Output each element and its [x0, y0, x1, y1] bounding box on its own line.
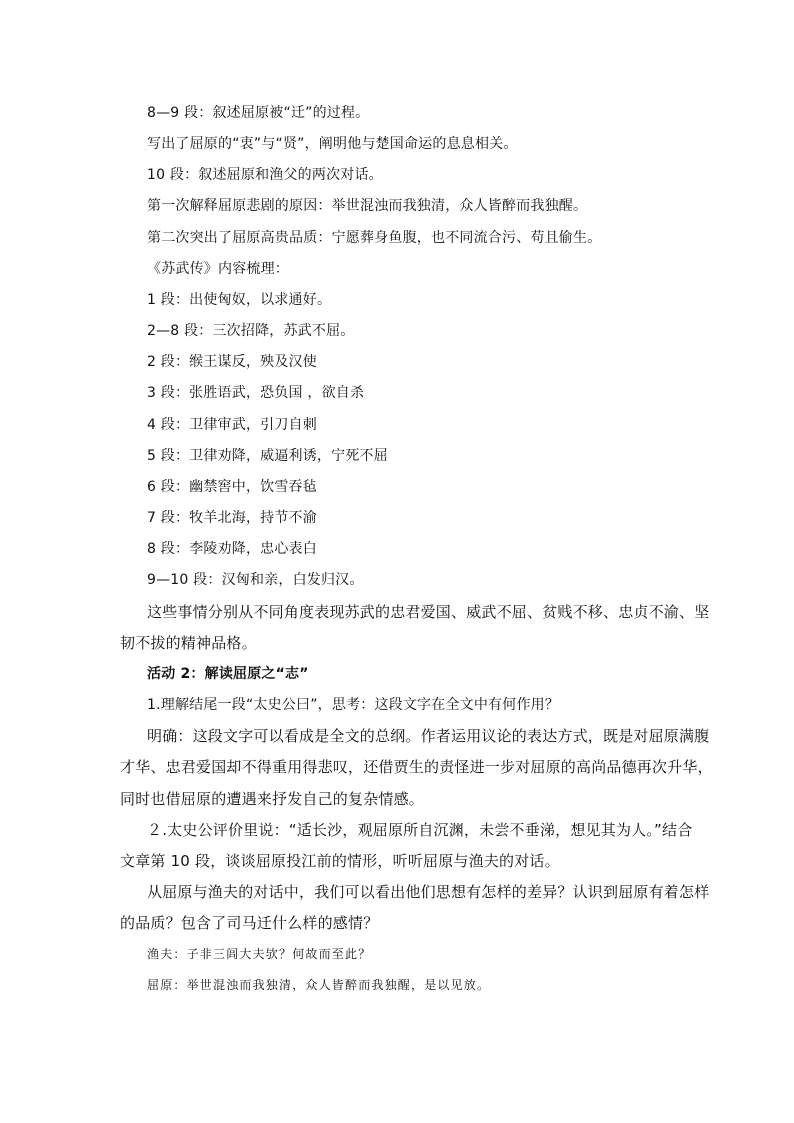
text-line-23: 同时也借屈原的遭遇来抒发自己的复杂情感。 [120, 790, 425, 808]
text-line-4: 第一次解释屈原悲剧的原因：举世混浊而我独清，众人皆醉而我独醒。 [147, 198, 588, 214]
text-line-7: 1 段：出使匈奴，以求通好。 [147, 292, 332, 308]
text-line-5: 第二次突出了屈原高贵品质：宁愿葬身鱼腹，也不同流合污、苟且偷生。 [147, 230, 602, 246]
text-line-8: 2—8 段：三次招降，苏武不屈。 [147, 323, 355, 339]
text-line-24: ２.太史公评价里说：“适长沙，观屈原所自沉渊，未尝不垂涕，想见其为人。”结合 [147, 821, 693, 839]
dialogue-line-quyuan: 屈原：举世混浊而我独清，众人皆醉而我独醒，是以见放。 [147, 978, 491, 992]
text-line-2: 写出了屈原的“衷”与“贤”，阐明他与楚国命运的息息相关。 [147, 136, 518, 152]
text-line-17: 这些事情分别从不同角度表现苏武的忠君爱国、威武不屈、贫贱不移、忠贞不渝、坚 [147, 603, 710, 621]
text-line-16: 9—10 段：汉匈和亲，白发归汉。 [147, 572, 364, 588]
text-line-26: 从屈原与渔夫的对话中，我们可以看出他们思想有怎样的差异？认识到屈原有着怎样 [147, 883, 710, 901]
text-line-14: 7 段：牧羊北海，持节不渝 [147, 510, 317, 526]
text-line-9: 2 段：缑王谋反，殃及汉使 [147, 354, 317, 370]
text-line-6: 《苏武传》内容梳理： [147, 261, 289, 277]
text-line-13: 6 段：幽禁窖中，饮雪吞毡 [147, 479, 317, 495]
text-line-1: 8—9 段：叙述屈原被“迁”的过程。 [147, 105, 370, 121]
text-line-12: 5 段：卫律劝降，威逼利诱，宁死不屈 [147, 448, 388, 464]
text-line-20: 1.理解结尾一段“太史公曰”，思考：这段文字在全文中有何作用？ [147, 697, 560, 713]
text-line-10: 3 段：张胜语武，恐负国 ，欲自杀 [147, 385, 365, 401]
dialogue-line-fisherman: 渔夫：子非三闾大夫欤？何故而至此？ [147, 947, 372, 961]
text-line-11: 4 段：卫律审武，引刀自刺 [147, 417, 317, 433]
text-line-22: 才华、忠君爱国却不得重用得悲叹，还借贾生的责怪进一步对屈原的高尚品德再次升华， [120, 758, 713, 776]
text-line-21: 明确：这段文字可以看成是全文的总纲。作者运用议论的表达方式，既是对屈原满腹 [147, 727, 710, 745]
section-heading: 活动 2：解读屈原之“志” [147, 666, 309, 682]
text-line-15: 8 段：李陵劝降，忠心表白 [147, 541, 317, 557]
text-line-27: 的品质？包含了司马迁什么样的感情？ [120, 914, 379, 932]
text-line-18: 韧不拔的精神品格。 [120, 634, 257, 652]
text-line-25: 文章第 10 段，谈谈屈原投江前的情形，听听屈原与渔夫的对话。 [120, 852, 560, 870]
text-line-3: 10 段：叙述屈原和渔父的两次对话。 [147, 167, 383, 183]
